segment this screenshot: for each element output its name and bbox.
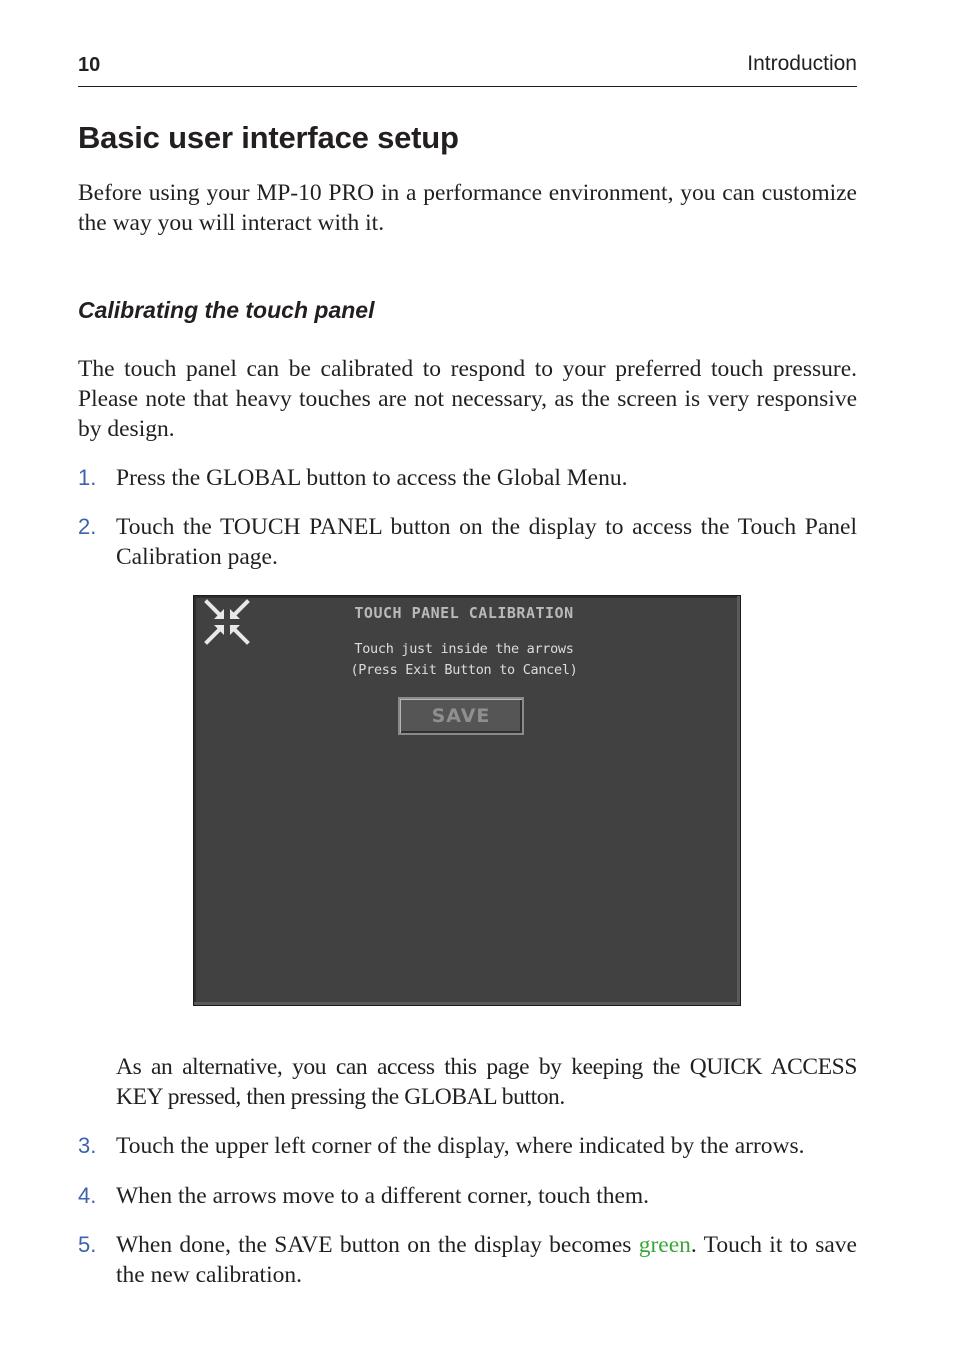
screen-instruction: Touch just inside the arrows <box>354 641 574 657</box>
alternative-note: As an alternative, you can access this page by keeping the QUICK ACCESS KEY pressed, then pressing the GLOBAL button. <box>116 1054 857 1110</box>
subsection-title: Calibrating the touch panel <box>78 297 375 323</box>
touch-panel-calibration-screenshot <box>193 595 741 1006</box>
calibration-intro-paragraph: The touch panel can be calibrated to respond to your preferred touch pressure. Please note that heavy touches are not necessary, as the screen is very responsive by design. <box>78 356 857 442</box>
step-number: 5. <box>78 1232 97 1257</box>
section-title: Basic user interface setup <box>78 120 459 155</box>
step-text: Touch the upper left corner of the display, where indicated by the arrows. <box>116 1133 805 1159</box>
step-number: 2. <box>78 514 97 539</box>
running-head: Introduction <box>747 52 857 75</box>
screen-cancel-hint: (Press Exit Button to Cancel) <box>350 662 578 678</box>
page-number: 10 <box>78 54 101 76</box>
page-header <box>78 52 857 87</box>
step-number: 4. <box>78 1183 97 1208</box>
step-text: Touch the TOUCH PANEL button on the display to access the Touch Panel Calibration page. <box>116 514 857 570</box>
step-number: 3. <box>78 1133 97 1158</box>
green-highlight: green <box>638 1232 691 1258</box>
save-button[interactable]: SAVE <box>398 697 524 735</box>
step-text-after: . Touch it to save the new calibration. <box>116 1232 857 1288</box>
step-number: 1. <box>78 465 97 490</box>
step-text-before: When done, the SAVE button on the display becomes <box>116 1232 639 1258</box>
step-text: When the arrows move to a different corner, touch them. <box>116 1183 650 1209</box>
intro-paragraph: Before using your MP-10 PRO in a performance environment, you can customize the way you will interact with it. <box>78 180 857 236</box>
screen-title: TOUCH PANEL CALIBRATION <box>354 604 574 622</box>
step-text <box>116 1230 857 1290</box>
step-text: Press the GLOBAL button to access the Global Menu. <box>116 465 628 491</box>
